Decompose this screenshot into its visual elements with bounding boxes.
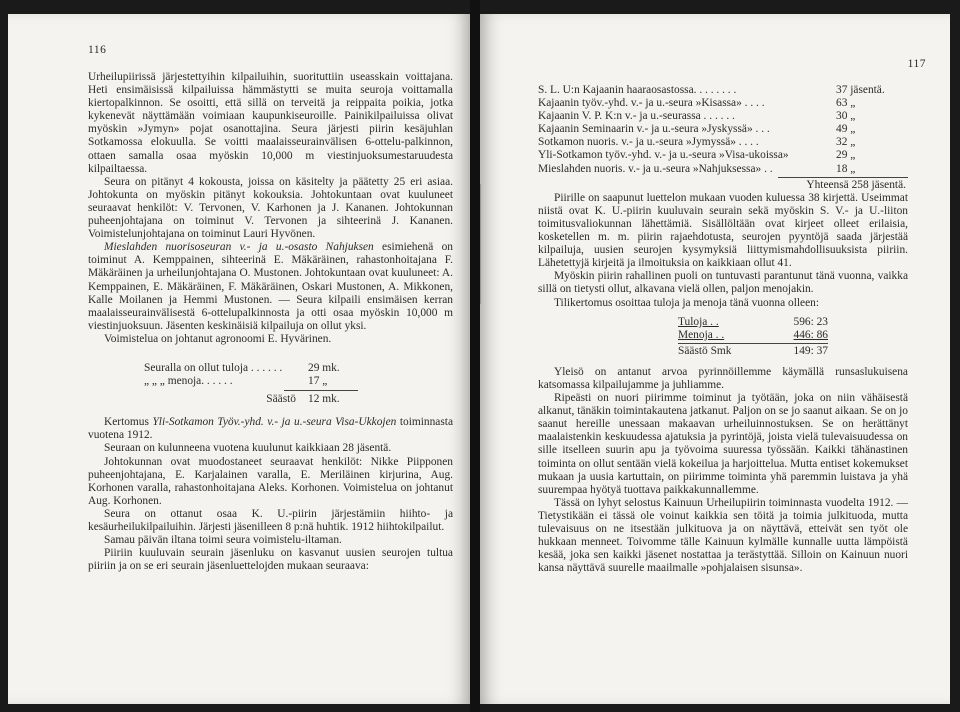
sum-line [284, 390, 358, 391]
paragraph: Tilikertomus osoittaa tuloja ja menoja tänä vuonna olleen: [554, 296, 819, 309]
paragraph: Johtokunnan ovat muodostaneet seuraavat henkilöt: Nikke Piipponen puheenjohtajana, E. Karjalainen varalla, E. Meriläinen kirjurina, Aug. Korhonen varalla, rahastonhoitajana Aleks. Korhonen. Voimistelua on johtanut Aug. Korhonen. [88, 455, 453, 507]
paragraph: Seura on ottanut osaa K. U.-piirin järjestämiin hiihto- ja kesäurheilukilpailuihin. Järjesti jäsenilleen 8 p:nä huhtik. 1912 hiihtokilpailut. [88, 507, 453, 533]
members-total: Yhteensä 258 jäsentä. [806, 178, 906, 191]
paragraph: Urheilupiirissä järjestettyihin kilpailuihin, suorituttiin useasskain voittajana. Heti ensimäisissä kilpailuissa hämmästytti se muita seuroja voittamalla kiertopalkinnon. Se osoitti, että sillä on terveitä ja reippaita poikia, jotka kykenevät näyttämään voimiaan kaupunkiseuroille. Painikilpailuissa olivat myöskin »Jymyn» pojat osanottajina. Seura järjesti piirin kesäjuhlan Sotkamossa elokuulla. Se voitti maalaisseurainvälisen 6-ottelu-palkinnon, ottaen samalla osaa myöskin 10,000 m viestinjuoksumestaruudesta kilpailtaessa. [88, 71, 453, 175]
kertomus-title: Yli-Sotkamon Työv.-yhd. v.- ja u.-seura Visa-Ukkojen [152, 416, 397, 429]
members-table [538, 84, 908, 192]
paragraph: Seuraan on kulunneena vuotena kuulunut kaikkiaan 28 jäsentä. [104, 442, 392, 455]
saving-label: Säästö Smk [678, 344, 732, 357]
income-value: 29 mk. [308, 361, 340, 374]
paragraph: Piiriin kuuluvain seurain jäsenluku on kasvanut uusien seurojen tultua piiriin ja on se eri seurain jäsenluettelojden mukaan seuraava: [88, 547, 453, 573]
left-page [8, 14, 470, 704]
saving-value: 149: 37 [793, 344, 828, 357]
table-row: Kajaanin V. P. K:n v.- ja u.-seurassa . . . . . . 30 „ [538, 110, 856, 123]
table-row: Sotkamon nuoris. v.- ja u.-seura »Jymyssä» . . . . 32 „ [538, 136, 856, 149]
expense-value: 17 „ [308, 375, 328, 388]
paragraph: Tässä on lyhyt selostus Kainuun Urheilupiirin toiminnasta vuodelta 1912. — Tietystikään ei tässä ole voinut kaikkia sen töitä ja toimia julkituoda, mutta tulevaisuus on ne itsestään julkituova ja on näyttävä, etteivät sen työt ole hukkaan menneet. Toivomme tälle Kainuun kylmälle kunnalle uutta lämpöistä kesää, joka sen kaikki jäsenet nostattaa ja terästyttää. Silloin on Kainuun nuori kansa näyttävä suurelle maailmalle »pohjalaisen sisunsa». [538, 496, 908, 575]
paragraph: Seura on pitänyt 4 kokousta, joissa on käsitelty ja päätetty 25 eri asiaa. Johtokunta on myöskin pitänyt kokouksia. Johtokuntaan ovat kuuluneet seuraavat henkilöt: V. Tervonen, V. Karhonen ja J. Kananen. Johtokunnan puheenjohtajana on toiminut V. Tervonen ja sihteerinä J. Kananen. Voimistelunjohtajana on toiminut Lauri Hyvönen. [88, 175, 453, 241]
table-row: Yli-Sotkamon työv.-yhd. v.- ja u.-seura »Visa-ukoissa» 29 „ [538, 149, 856, 162]
paragraph [88, 416, 453, 442]
paragraph: Myöskin piirin rahallinen puoli on tuntuvasti parantunut tänä vuonna, vaikka sillä on tietysti ollut, alkavana vielä ollen, paljon menojakin. [538, 270, 908, 296]
saving-label: Säästö [266, 393, 296, 406]
income-value: 596: 23 [793, 315, 828, 328]
income-label: Tuloja . . [678, 315, 719, 328]
expense-label: „ „ „ menoja. . . . . . [144, 375, 233, 388]
sum-line [678, 343, 828, 344]
sum-line [778, 177, 908, 178]
page-number: 117 [907, 58, 926, 70]
saving-value: 12 mk. [308, 393, 340, 406]
section-title: Mieslahden nuorisoseuran v.- ja u.-osasto Nahjuksen [104, 241, 374, 254]
right-page-text [538, 84, 908, 575]
finance-table [144, 362, 358, 406]
section-text: esimiehenä on toiminut A. Kemppainen, sihteerinä E. Mäkäräinen, rahastonhoitajana F. Mäkäräinen ja urheilunjohtajana O. Mustonen. Johtokuntaan ovat kuuluneet: A. Kemppainen, E. Mäkäräinen, F. Mäkäräinen, Oskari Mustonen, A. Mikkonen, Kalle Moilanen ja Hemmi Mustonen. — Seura kilpaili ensimäisen kerran maalaisseurainvälisestä 6-ottelupalkinnosta ja otti osaa myöskin 10,000 m viestinjuoksuun. Jäsenten keskinäisiä kilpailuja on ollut yksi. [88, 241, 453, 332]
margin-mark [480, 184, 481, 304]
table-row: Mieslahden nuoris. v.- ja u.-seura »Nahjuksessa» . . 18 „ [538, 162, 856, 175]
kertomus-suffix: toiminnasta vuotena 1912. [88, 416, 453, 442]
paragraph: Piirille on saapunut luettelon mukaan vuoden kuluessa 38 kirjettä. Useimmat niistä ovat K. U.-piirin kuuluvain seurain sekä myöskin S. V.- ja U.-liiton toimitusvaliokunnan lähettämiä. Sisällöltään ovat kirjeet olleet erilaisia, kosketellen m. m. piirin rajaehdotusta, seurojen pyyntöjä saada järjestää kilpailuja, uusien seurojen kysymyksiä liittymismahdollisuuksista piiriin. Lähetettyjä kirjeitä ja ilmoituksia on kaikkiaan ollut 41. [538, 191, 908, 270]
page-number: 116 [88, 44, 107, 56]
table-row: S. L. U:n Kajaanin haaraosastossa. . . . . . . . 37 jäsentä. [538, 84, 885, 96]
paragraph: Voimistelua on johtanut agronoomi E. Hyvärinen. [104, 332, 332, 345]
income-label: Seuralla on ollut tuloja . . . . . . [144, 361, 283, 374]
table-row: Kajaanin työv.-yhd. v.- ja u.-seura »Kisassa» . . . . 63 „ [538, 97, 856, 110]
paragraph: Ripeästi on nuori piirimme toiminut ja työtään, joka on niin vähäisestä alkanut, tänäkin toimintakautena jatkanut. Paljon on se jo saanut aikaan. Se on jo saanut hereille unessaan makaavan urheiluinnostuksen. Se on herättänyt maalaistenkin keskuudessa ajatuksia ja pyrintöjä, joista vielä tulevaisuudessa on sille itselleen suurin apu ja työvoima suuressa työssään. Kaikki tähänastinen toiminta on ollut sentään vielä kokeiluа ja harjoittelua. Mutta entiset kokemukset mukaan ja uusia kartuttain, on piirimme toiminta yhä paremmin luistava ja yhä suurempaa hyötyä tuottava paikkakunnallemme. [538, 392, 908, 496]
right-page [480, 14, 950, 704]
expense-label: Menoja . . [678, 328, 725, 341]
kertomus-prefix: Kertomus [104, 416, 153, 429]
paragraph: Samau päivän iltana toimi seura voimistelu-iltaman. [104, 534, 342, 547]
book-gutter [470, 0, 480, 712]
paragraph: Yleisö on antanut arvoa pyrinnöillemme käymällä runsaslukuisena katsomassa kilpailujamme ja juhliamme. [538, 365, 908, 391]
table-row: Kajaanin Seminaarin v.- ja u.-seura »Jyskyssä» . . . 49 „ [538, 123, 856, 136]
left-page-text [88, 71, 453, 573]
account-summary [678, 316, 828, 358]
paragraph [88, 241, 453, 333]
expense-value: 446: 86 [793, 328, 828, 341]
